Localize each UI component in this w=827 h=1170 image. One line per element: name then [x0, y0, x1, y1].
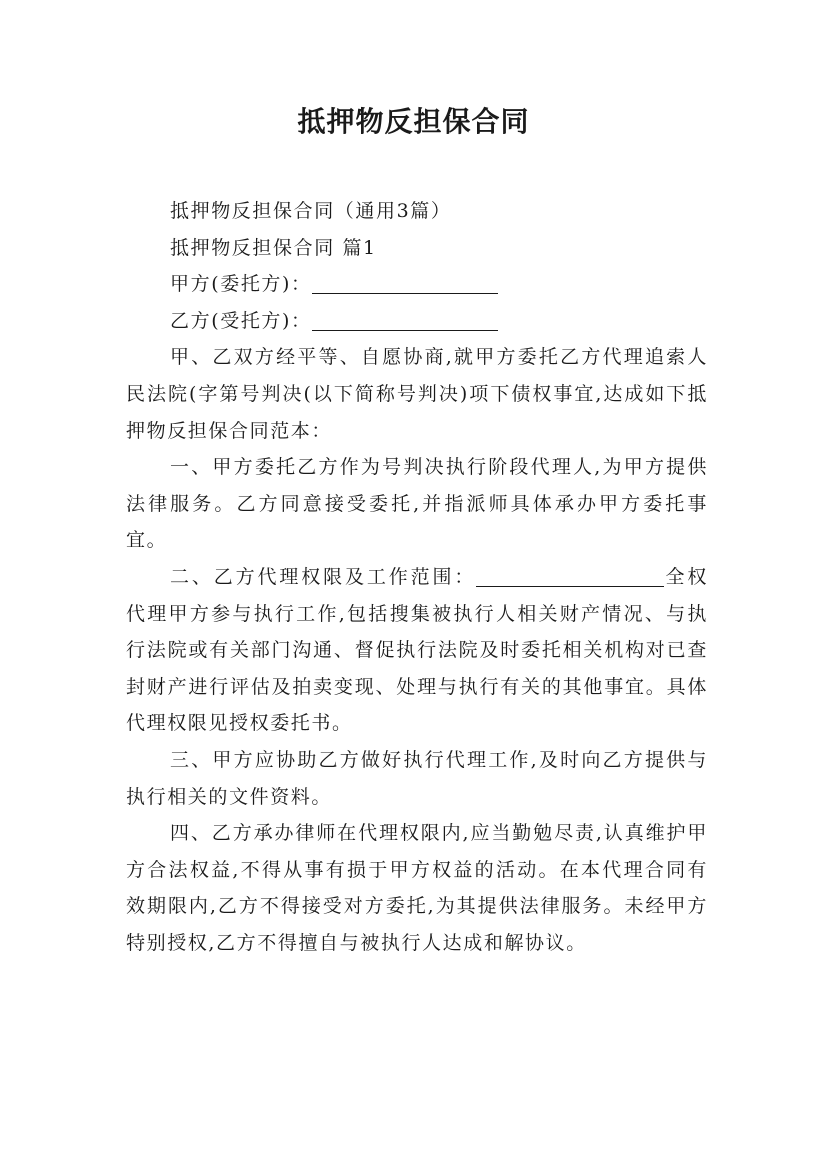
scope-blank: [476, 564, 664, 587]
document-title: 抵押物反担保合同: [297, 105, 530, 138]
document-body: [126, 193, 708, 961]
paragraph-clause-2: [126, 559, 708, 742]
paragraph-intro: 甲、乙双方经平等、自愿协商,就甲方委托乙方代理追索人民法院(字第号判决(以下简称号判决)项下债权事宜,达成如下抵押物反担保合同范本：: [126, 346, 708, 442]
party-a-label: 甲方(委托方)：: [170, 273, 312, 296]
party-b-blank: [312, 308, 498, 331]
party-b-line: [126, 303, 708, 340]
party-a-blank: [312, 271, 498, 294]
party-a-line: [126, 266, 708, 303]
party-b-label: 乙方(受托方)：: [170, 309, 312, 332]
paragraph-clause-1: 一、甲方委托乙方作为号判决执行阶段代理人,为甲方提供法律服务。乙方同意接受委托,并指派师具体承办甲方委托事宜。: [126, 456, 708, 552]
paragraph-clause-3: 三、甲方应协助乙方做好执行代理工作,及时向乙方提供与执行相关的文件资料。: [126, 748, 708, 808]
clause-2-rest: 全权代理甲方参与执行工作,包括搜集被执行人相关财产情况、与执行法院或有关部门沟通、督促执行法院及时委托相关机构对已查封财产进行评估及拍卖变现、处理与执行有关的其他事宜。具体代理权限见授权委托书。: [126, 565, 708, 735]
section-heading: 抵押物反担保合同 篇1: [170, 236, 377, 259]
paragraph-clause-4: 四、乙方承办律师在代理权限内,应当勤勉尽责,认真维护甲方合法权益,不得从事有损于甲方权益的活动。在本代理合同有效期限内,乙方不得接受对方委托,为其提供法律服务。未经甲方特别授权,乙方不得擅自与被执行人达成和解协议。: [126, 822, 708, 954]
clause-2-prefix: 二、乙方代理权限及工作范围：: [170, 565, 477, 588]
document-subtitle: 抵押物反担保合同（通用3篇）: [170, 200, 452, 222]
